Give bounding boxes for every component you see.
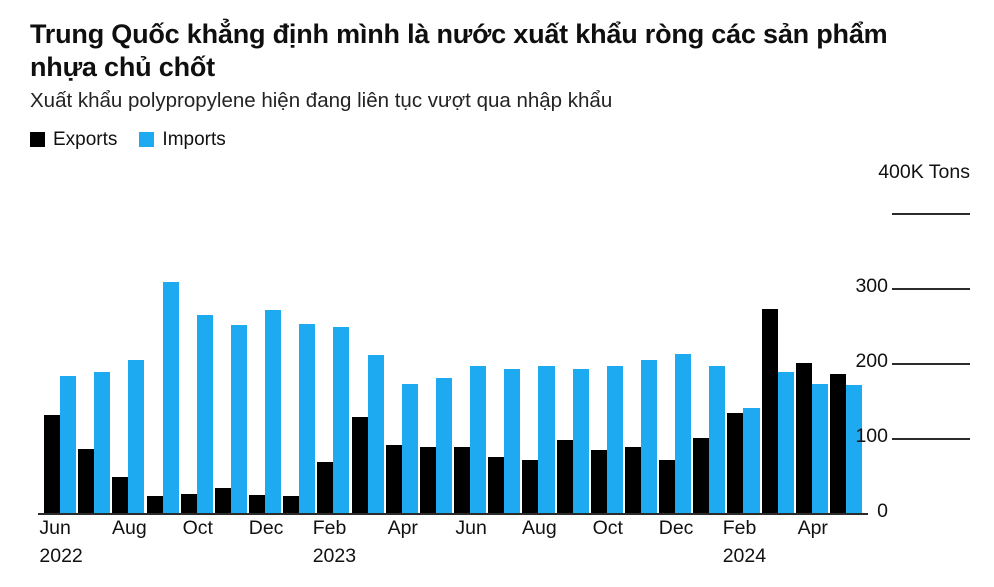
legend-item-exports (30, 129, 117, 151)
y-axis-tick-line (892, 363, 970, 365)
bar-exports (352, 417, 368, 513)
bar-imports (470, 366, 486, 512)
page-subtitle: Xuất khẩu polypropylene hiện đang liên tục vượt qua nhập khẩu (30, 88, 613, 112)
bar-group (762, 213, 796, 513)
x-axis-tick-label: Jun (455, 516, 487, 539)
legend-item-imports (139, 129, 225, 151)
x-axis-tick-label: Feb 2023 (312, 516, 357, 567)
bar-exports (454, 447, 470, 513)
x-axis-tick-label: Apr (387, 516, 418, 539)
bar-imports (538, 366, 554, 513)
chart-area (30, 160, 970, 567)
bar-imports (231, 325, 247, 513)
bar-exports (420, 447, 436, 513)
bar-exports (762, 309, 778, 513)
x-axis-tick-label: Dec (658, 516, 694, 539)
x-axis-labels (39, 516, 864, 587)
y-axis-top-line (892, 213, 970, 215)
bar-group (283, 213, 317, 513)
bar-imports (60, 376, 76, 513)
bar-imports (436, 378, 452, 513)
bar-group (454, 213, 488, 513)
bar-imports (299, 324, 315, 513)
y-axis-tick-label: 200 (855, 349, 888, 372)
bar-exports (112, 477, 128, 512)
x-axis-tick-label: Aug (112, 516, 147, 539)
bar-exports (215, 488, 231, 513)
bar-group (386, 213, 420, 513)
bar-exports (693, 438, 709, 513)
bar-group (112, 213, 146, 513)
y-axis-tick-line (892, 288, 970, 290)
x-axis-tick-label: Oct (592, 516, 623, 539)
bar-exports (249, 495, 265, 513)
bar-group (557, 213, 591, 513)
bar-group (659, 213, 693, 513)
bar-exports (386, 445, 402, 513)
bar-imports (265, 310, 281, 513)
bar-imports (333, 327, 349, 513)
bar-exports (181, 494, 197, 513)
y-axis (850, 161, 970, 521)
legend-swatch-imports (139, 132, 154, 147)
y-axis-tick-line (892, 438, 970, 440)
bar-group (78, 213, 112, 513)
bar-exports (488, 457, 504, 513)
bar-exports (557, 440, 573, 513)
x-axis-tick-label: Apr (797, 516, 828, 539)
bar-group (522, 213, 556, 513)
bar-exports (44, 415, 60, 513)
legend-swatch-exports (30, 132, 45, 147)
bar-exports (147, 496, 163, 513)
bar-imports (197, 315, 213, 513)
bar-group (625, 213, 659, 513)
x-axis-line (38, 513, 868, 515)
bar-exports (283, 496, 299, 513)
bar-imports (402, 384, 418, 513)
bar-imports (607, 366, 623, 513)
x-axis-tick-label: Aug (522, 516, 557, 539)
legend-label-exports: Exports (53, 128, 118, 150)
y-axis-tick-label: 0 (877, 499, 888, 522)
y-axis-tick-label: 100 (855, 424, 888, 447)
bar-imports (94, 372, 110, 512)
bar-group (488, 213, 522, 513)
bar-exports (78, 449, 94, 513)
bar-exports (727, 413, 743, 513)
x-axis-tick-label: Oct (182, 516, 213, 539)
bar-group (147, 213, 181, 513)
bar-imports (504, 369, 520, 513)
bar-imports (675, 354, 691, 513)
bar-exports (591, 450, 607, 512)
bar-group (796, 213, 830, 513)
bar-imports (128, 360, 144, 512)
bar-exports (796, 363, 812, 513)
bar-imports (709, 366, 725, 512)
bar-exports (659, 460, 675, 513)
bar-group (352, 213, 386, 513)
y-axis-unit-label: 400K Tons (878, 160, 970, 183)
bar-imports (812, 384, 828, 513)
y-axis-tick-label: 300 (855, 274, 888, 297)
x-axis-tick-label: Dec (248, 516, 284, 539)
bar-exports (625, 447, 641, 513)
bar-imports (368, 355, 384, 513)
bar-exports (317, 462, 333, 513)
bar-group (317, 213, 351, 513)
chart-legend (30, 129, 970, 151)
bar-group (44, 213, 78, 513)
bar-imports (778, 372, 794, 513)
bar-group (420, 213, 454, 513)
bar-imports (163, 282, 179, 513)
bar-imports (743, 408, 759, 513)
bar-group (693, 213, 727, 513)
bar-group (215, 213, 249, 513)
bar-group (181, 213, 215, 513)
bar-exports (522, 460, 538, 513)
bar-group (727, 213, 761, 513)
plot-area (44, 213, 864, 513)
legend-label-imports: Imports (162, 128, 226, 150)
bar-imports (641, 360, 657, 512)
bar-imports (573, 369, 589, 513)
x-axis-tick-label: Jun 2022 (39, 516, 83, 567)
x-axis-tick-label: Feb 2024 (722, 516, 767, 567)
bar-group (249, 213, 283, 513)
bar-group (591, 213, 625, 513)
page-title: Trung Quốc khẳng định mình là nước xuất khẩu ròng các sản phẩm nhựa chủ chốt (30, 19, 888, 82)
bar-series-container (44, 213, 864, 513)
